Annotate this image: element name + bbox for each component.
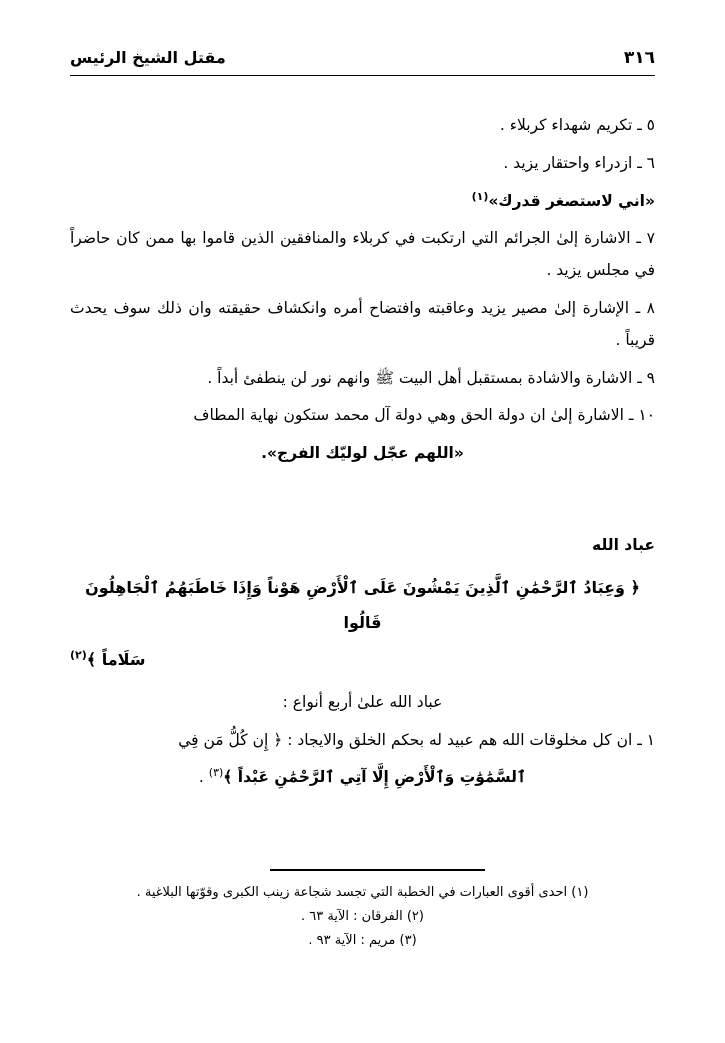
list-item-5: ٥ ـ تكريم شهداء كربلاء . (499, 116, 655, 134)
footnote-1: (١) احدى أقوى العبارات في الخطبة التي تجسد شجاعة زينب الكبرى وقوّتها البلاغية . (136, 884, 589, 900)
book-title: مقتل الشيخ الرئيس (70, 48, 226, 67)
numbered-item-1-line-1: ١ ـ ان كل مخلوقات الله هم عبيد له بحكم الخلق والايجاد : ﴿ إِن كُلُّ مَن فِي (178, 730, 655, 749)
period-mark: . (198, 768, 209, 787)
footnotes-area (70, 869, 655, 1013)
quotation-one-text: «اني لاستصغر قدرك» (488, 191, 655, 210)
footnote-divider (270, 869, 485, 871)
numbered-item-1-line-2 (70, 762, 655, 794)
footnote-ref-2: (٢) (70, 648, 87, 662)
numbered-item-1-quran: ٱلسَّمَٰوَٰتِ وَٱلْأَرْضِ إِلَّا آتِي ٱلرَّحْمَٰنِ عَبْداً ﴾ (223, 768, 527, 787)
quotation-one (70, 186, 655, 218)
footnote-3: (٣) مريم : الآية ٩٣ . (308, 932, 417, 948)
section-spacer (70, 476, 655, 502)
quran-verse-line-2-text: سَلَاماً ﴾ (86, 649, 146, 669)
footnote-ref-1: (١) (471, 189, 489, 203)
quran-verse-line-2 (70, 644, 655, 677)
footnote-ref-3: (٣) (208, 766, 224, 780)
page-header (70, 48, 655, 76)
list-item-9: ٩ ـ الاشارة والاشادة بمستقبل أهل البيت ﷺ وانهم نور لن ينطفئ أبداً . (207, 368, 655, 387)
list-item-7: ٧ ـ الاشارة إلىٰ الجرائم التي ارتكبت في كربلاء والمنافقين الذين قاموا بها ممن كان حاضراً في مجلس يزيد . (70, 229, 655, 280)
footnote-2: (٢) الفرقان : الآية ٦٣ . (301, 908, 424, 924)
list-item-10: ١٠ ـ الاشارة إلىٰ ان دولة الحق وهي دولة آل محمد ستكون نهاية المطاف (193, 406, 655, 425)
section-heading: عباد الله (592, 535, 655, 554)
intro-line: عباد الله علىٰ أربع أنواع : (282, 692, 443, 711)
list-item-8: ٨ ـ الإشارة إلىٰ مصير يزيد وعاقبته وافتضاح أمره وانكشاف حقيقته وان ذلك سوف يحدث قريباً . (70, 298, 655, 349)
quran-verse-line-1: ﴿ وَعِبَادُ ٱلرَّحْمَٰنِ ٱلَّذِينَ يَمْشُونَ عَلَى ٱلْأَرْضِ هَوْناً وَإِذَا خَاطَبَهُمُ ٱلْجَاهِلُونَ قَالُوا (85, 577, 640, 632)
page-number: ٣١٦ (623, 48, 655, 68)
quotation-two: «اللهم عجّل لوليّك الفرج». (261, 444, 464, 463)
page-content (70, 110, 655, 869)
list-item-6: ٦ ـ ازدراء واحتقار يزيد . (503, 153, 655, 172)
